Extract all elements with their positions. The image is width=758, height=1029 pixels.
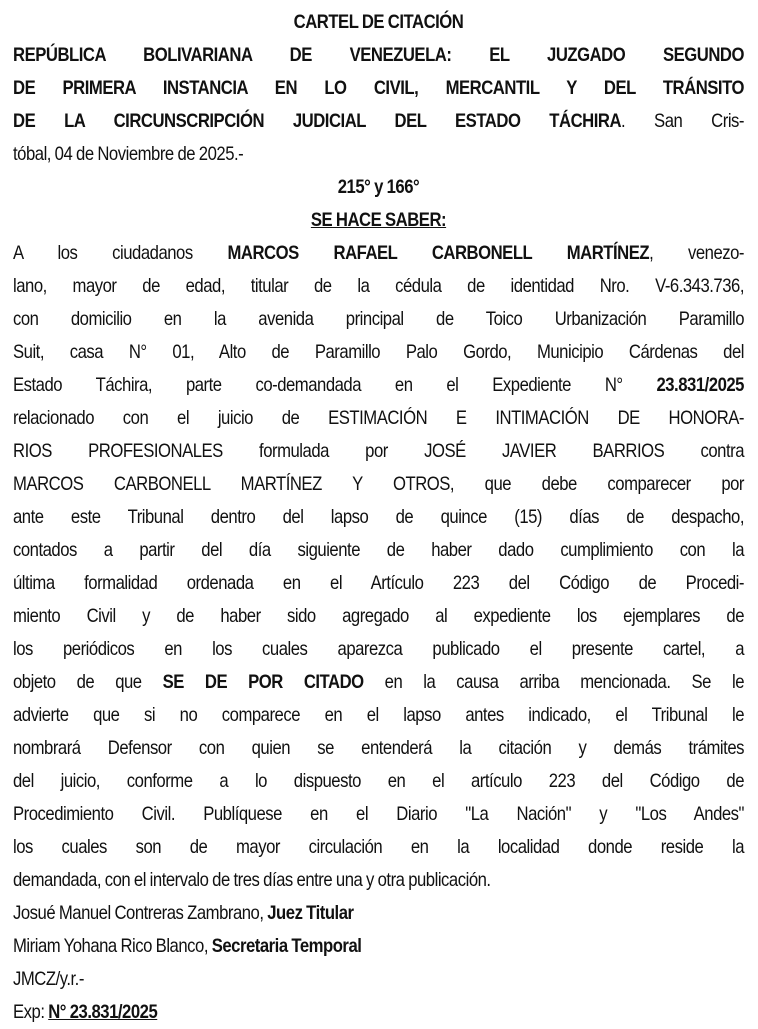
defendant-name: MARCOS RAFAEL CARBONELL MARTÍNEZ xyxy=(227,242,650,264)
body-line: última formalidad ordenada en el Artículo 223 del Código de Procedi- xyxy=(13,572,744,594)
notice-text-block xyxy=(13,6,744,1029)
expedient-footer xyxy=(13,996,744,1029)
body-text: , venezo- xyxy=(649,242,745,264)
body-line xyxy=(13,369,744,402)
judge-title: Juez Titular xyxy=(267,902,354,924)
body-line xyxy=(13,237,744,270)
secretary-signature xyxy=(13,930,744,963)
body-line: Suit, casa N° 01, Alto de Paramillo Palo Gordo, Municipio Cárdenas del xyxy=(13,341,744,363)
judge-name: Josué Manuel Contreras Zambrano, xyxy=(13,902,268,924)
secretary-title: Secretaria Temporal xyxy=(211,935,362,957)
initials: JMCZ/y.r.- xyxy=(13,968,84,990)
body-line: advierte que si no comparece en el lapso antes indicado, el Tribunal le xyxy=(13,704,744,726)
years-line: 215° y 166° xyxy=(337,176,420,198)
court-name-end: DE LA CIRCUNSCRIPCIÓN JUDICIAL DEL ESTADO TÁCHIRA xyxy=(13,110,622,132)
notice-heading: SE HACE SABER: xyxy=(310,209,447,231)
expedient-number: N° 23.831/2025 xyxy=(48,1001,158,1023)
secretary-name: Miriam Yohana Rico Blanco, xyxy=(13,935,212,957)
citation-phrase: SE DE POR CITADO xyxy=(162,671,364,693)
body-line: miento Civil y de haber sido agregado al expediente los ejemplares de xyxy=(13,605,744,627)
body-text: en la causa arriba mencionada. Se le xyxy=(363,671,744,693)
body-line: con domicilio en la avenida principal de Toico Urbanización Paramillo xyxy=(13,308,744,330)
judge-signature xyxy=(13,897,744,930)
place-date-start: . San Cris- xyxy=(621,110,744,132)
body-line: relacionado con el juicio de ESTIMACIÓN E INTIMACIÓN DE HONORA- xyxy=(13,407,744,429)
notice-title: CARTEL DE CITACIÓN xyxy=(293,11,464,33)
body-line: Procedimiento Civil. Publíquese en el Diario "La Nación" y "Los Andes" xyxy=(13,803,744,825)
body-text: objeto de que xyxy=(13,671,163,693)
body-line: nombrará Defensor con quien se entenderá la citación y demás trámites xyxy=(13,737,744,759)
court-line-3 xyxy=(13,105,744,138)
place-date: tóbal, 04 de Noviembre de 2025.- xyxy=(13,143,244,165)
body-line: del juicio, conforme a lo dispuesto en el artículo 223 del Código de xyxy=(13,770,744,792)
case-number: 23.831/2025 xyxy=(656,374,744,396)
body-line: MARCOS CARBONELL MARTÍNEZ Y OTROS, que debe comparecer por xyxy=(13,473,744,495)
body-line-last: demandada, con el intervalo de tres días entre una y otra publicación. xyxy=(13,869,491,891)
court-line-2: DE PRIMERA INSTANCIA EN LO CIVIL, MERCANTIL Y DEL TRÁNSITO xyxy=(13,77,744,99)
body-line: los cuales son de mayor circulación en la localidad donde reside la xyxy=(13,836,744,858)
body-line: RIOS PROFESIONALES formulada por JOSÉ JAVIER BARRIOS contra xyxy=(13,440,744,462)
expedient-label: Exp: xyxy=(13,1001,49,1023)
court-line-1: REPÚBLICA BOLIVARIANA DE VENEZUELA: EL JUZGADO SEGUNDO xyxy=(13,44,744,66)
body-line: los periódicos en los cuales aparezca publicado el presente cartel, a xyxy=(13,638,744,660)
body-line: ante este Tribunal dentro del lapso de quince (15) días de despacho, xyxy=(13,506,744,528)
body-text: Estado Táchira, parte co-demandada en el Expediente N° xyxy=(13,374,657,396)
body-line xyxy=(13,666,744,699)
body-text: A los ciudadanos xyxy=(13,242,228,264)
body-line: contados a partir del día siguiente de haber dado cumplimiento con la xyxy=(13,539,744,561)
body-line: lano, mayor de edad, titular de la cédula de identidad Nro. V-6.343.736, xyxy=(13,275,744,297)
